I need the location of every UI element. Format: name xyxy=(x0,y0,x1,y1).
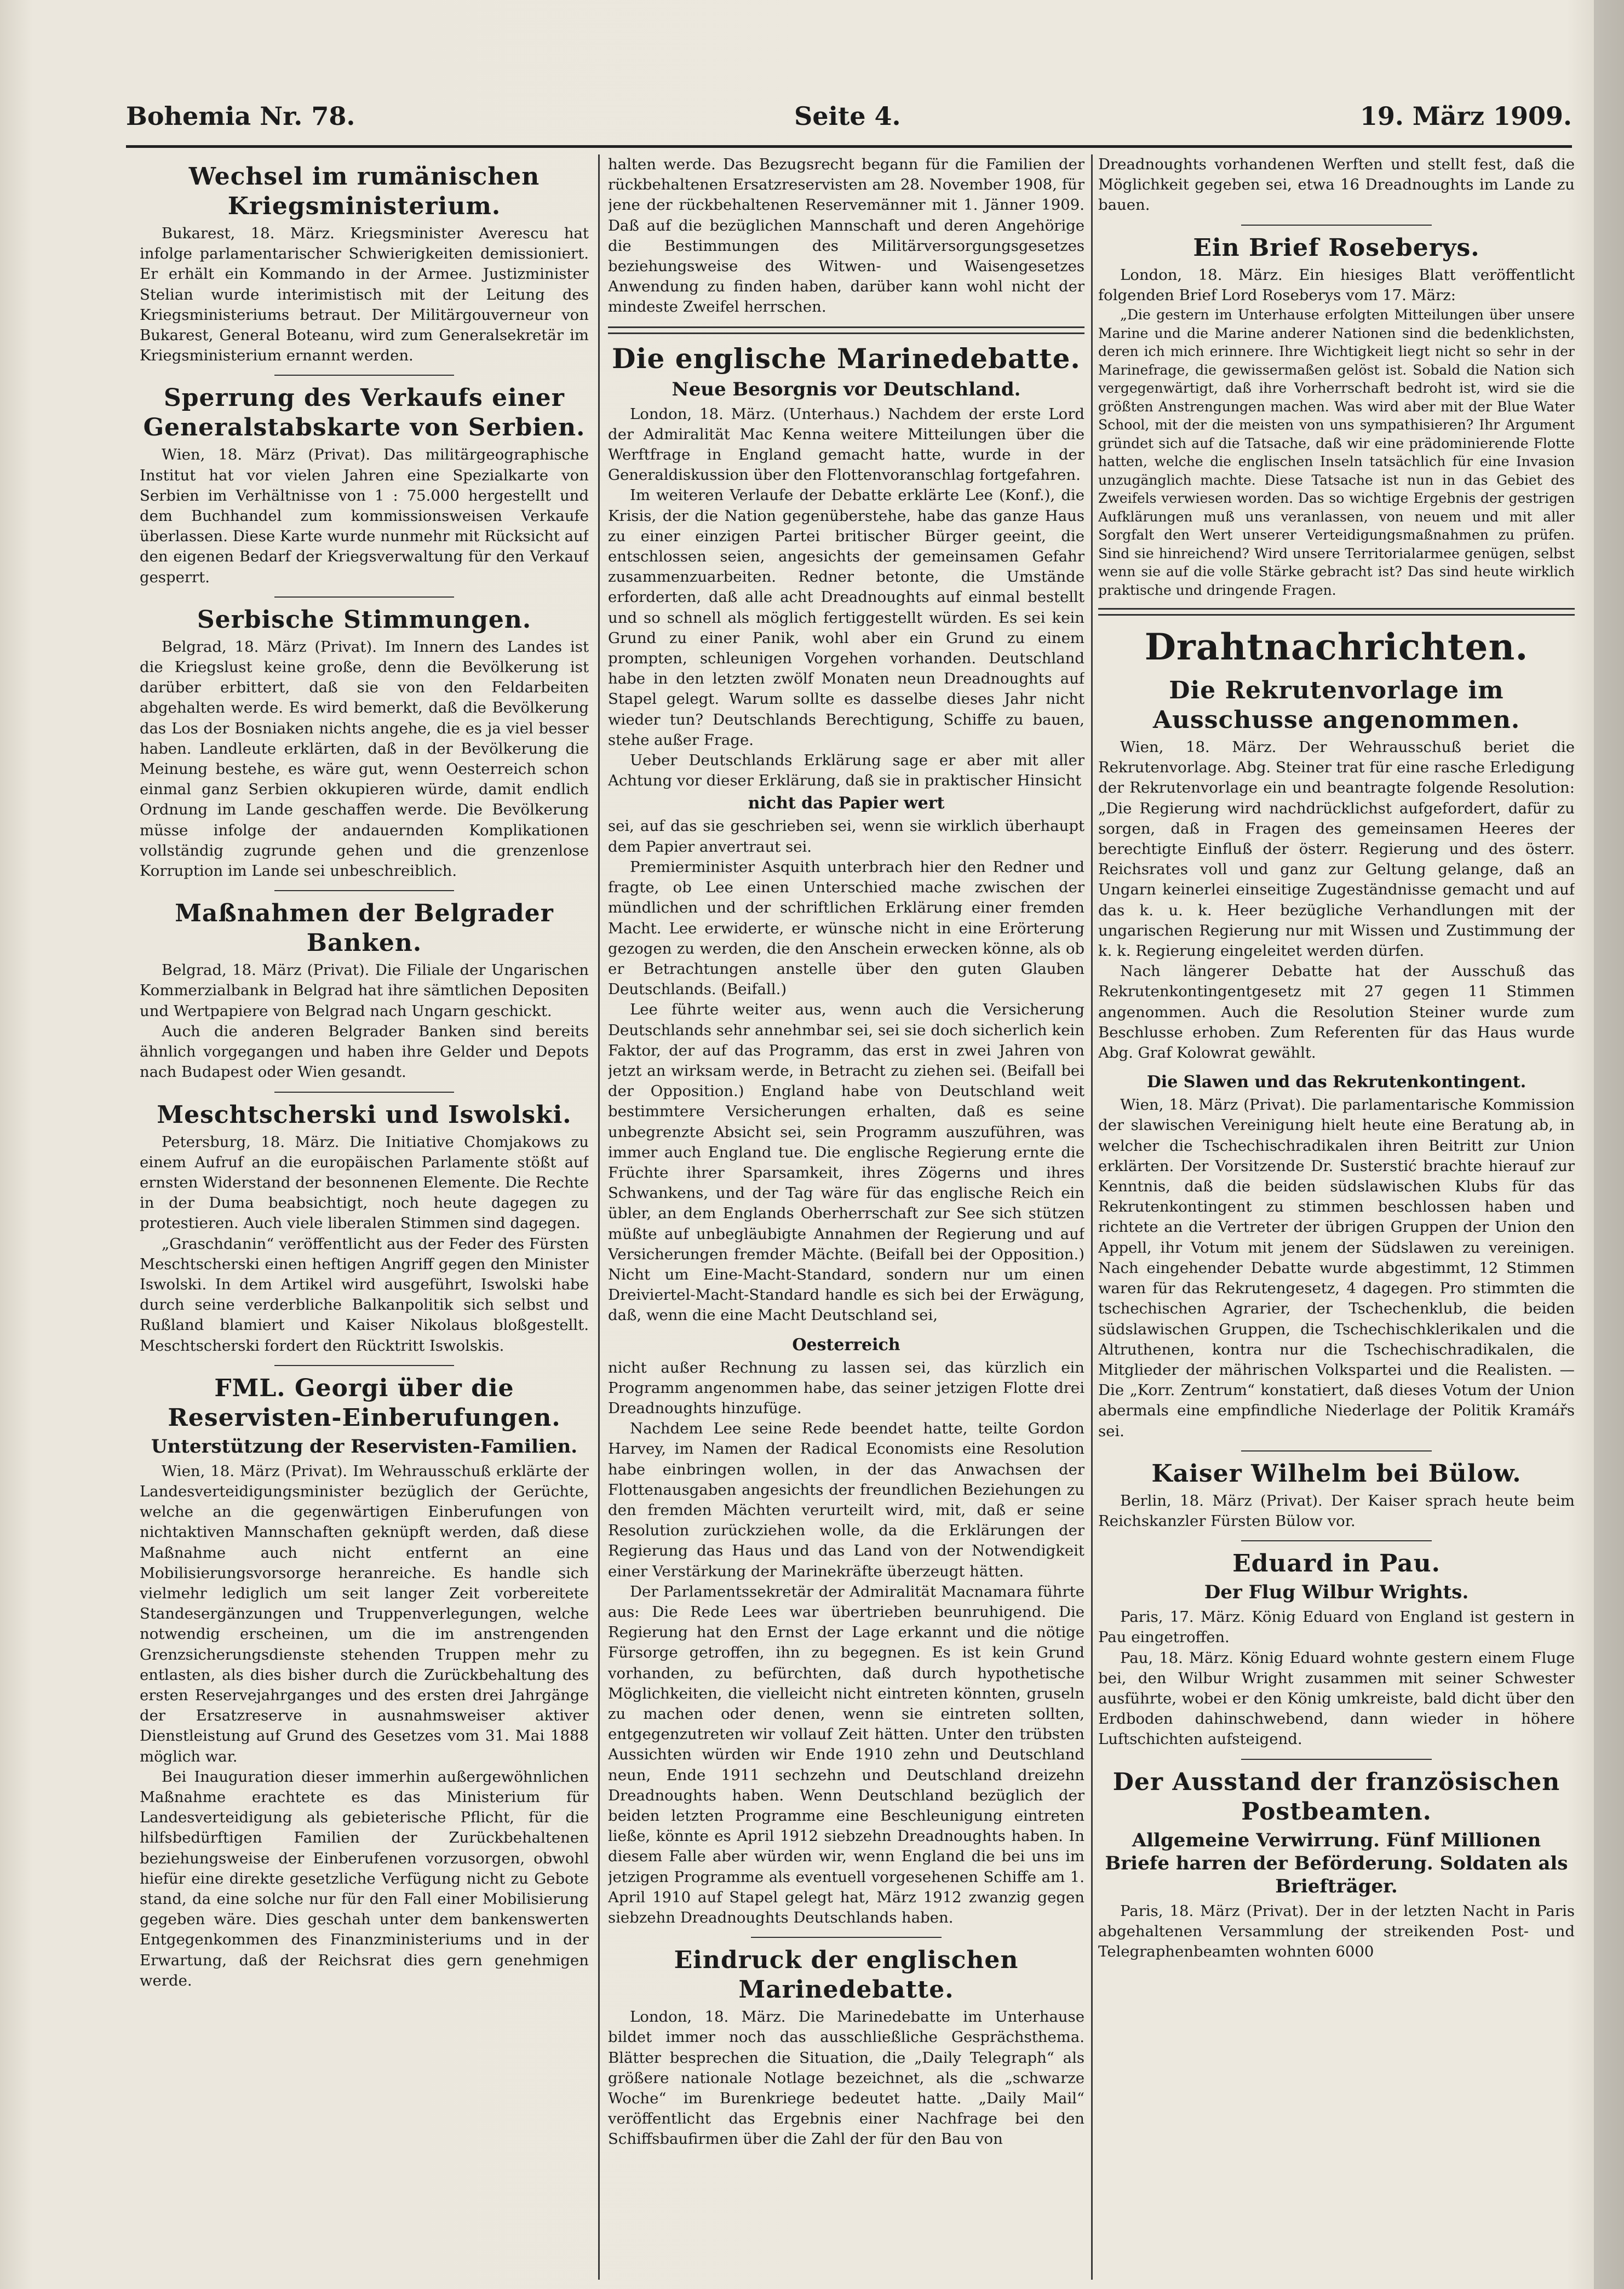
article-paragraph: nicht außer Rechnung zu lassen sei, das kürzlich ein Programm angenommen habe, das seiner jetzigen Flotte drei Dreadnoughts hinzufüge. xyxy=(608,1358,1084,1417)
article-subtitle: Der Flug Wilbur Wrights. xyxy=(1204,1581,1469,1604)
article-subtitle: Die Slawen und das Rekrutenkontingent. xyxy=(1146,1072,1527,1092)
divider xyxy=(274,1092,454,1093)
article-title: Eduard in Pau. xyxy=(1232,1550,1441,1578)
article-title: Meschtscherski und Iswolski. xyxy=(157,1100,572,1129)
article-subtitle: Neue Besorgnis vor Deutschland. xyxy=(672,378,1021,400)
article-paragraph: Berlin, 18. März (Privat). Der Kaiser sprach heute beim Reichskanzler Fürsten Bülow vor. xyxy=(1098,1491,1575,1530)
article-title: Eindruck der englischen Marinedebatte. xyxy=(674,1946,1019,2004)
article-paragraph: Ueber Deutschlands Erklärung sage er aber mit aller Achtung vor dieser Erklärung, daß sie in praktischer Hinsicht xyxy=(608,751,1084,790)
article-french-postal-strike xyxy=(1098,1768,1575,1963)
article-serbia-map xyxy=(140,383,589,587)
divider xyxy=(751,1937,942,1938)
divider xyxy=(274,1365,454,1366)
article-paragraph: „Graschdanin“ veröffentlicht aus der Feder des Fürsten Meschtscherski einen heftigen Angriff gegen den Minister Iswolski. In dem Artikel wird ausgeführt, Iswolski habe durch seine verderbliche Balkanpolitik sich selbst und Rußland blamiert und Kaiser Nikolaus bloßgestellt. Meschtscherski fordert den Rücktritt Iswolskis. xyxy=(140,1235,589,1355)
article-quote: „Die gestern im Unterhause erfolgten Mitteilungen über unsere Marine und die Marine anderer Nationen sind die bedenklichsten, deren ich mich erinnere. Ihre Wichtigkeit liegt nicht so sehr in der Marinefrage, die gewissermaßen gelöst ist. Sobald die Nation sich vergegenwärtigt, daß ihre Vorherrschaft bedroht ist, wird sie die größten Anstrengungen machen. Was wird aber mit der Blue Water School, mit der die meisten von uns sympathisieren? Ihr Argument gründet sich auf die Tatsache, daß wir eine prädominierende Flotte hatten, welche die englischen Inseln tatsächlich für eine Invasion unzugänglich machte. Diese Tatsache ist nun in das Gebiet des Zweifels verwiesen worden. Das so wichtige Ergebnis der gestrigen Aufklärungen muß uns veranlassen, von neuem und mit aller Sorgfalt den Wert unserer Verteidigungsmaßnahmen zu prüfen. Sind sie hinreichend? Wird unsere Territorialarmee genügen, selbst wenn sie auf die volle Stärke gebracht ist? Das sind heute wirklich praktische und dringende Fragen. xyxy=(1098,307,1575,598)
article-english-naval-debate xyxy=(608,342,1084,1326)
article-paragraph: sei, auf das sie geschrieben sei, wenn sie wirklich überhaupt dem Papier anvertraut sei. xyxy=(608,817,1084,856)
article-title: Serbische Stimmungen. xyxy=(197,605,532,634)
divider xyxy=(274,375,454,376)
article-subtitle: Unterstützung der Reservisten-Familien. xyxy=(151,1435,578,1458)
divider xyxy=(1241,1540,1432,1541)
article-continuation xyxy=(1098,154,1575,216)
column-1 xyxy=(140,154,589,2280)
article-paragraph: Premierminister Asquith unterbrach hier den Redner und fragte, ob Lee einen Unterschied mache zwischen der mündlichen und der schriftlichen Erklärung einer fremden Macht. Lee erwiderte, er wünsche nicht in eine Erörterung gezogen zu werden, die den Anschein erwecken könne, als ob er Betrachtungen anstelle über den guten Glauben Deutschlands. (Beifall.) xyxy=(608,858,1084,999)
article-paragraph: Nachdem Lee seine Rede beendet hatte, teilte Gordon Harvey, im Namen der Radical Economists eine Resolution habe einbringen wollen, in der das Anwachsen der Flottenausgaben angesichts der freundlichen Beziehungen zu den fremden Mächten verurteilt wird, mit, daß er seine Resolution zurückziehen wolle, da die Erklärungen der Regierung das Haus und das Land von der Notwendigkeit einer Verstärkung der Marinekräfte überzeugt hätten. xyxy=(608,1420,1084,1580)
divider xyxy=(1241,1450,1432,1452)
article-impression-debate xyxy=(608,1946,1084,2149)
divider xyxy=(1241,1759,1432,1760)
section-title: Drahtnachrichten. xyxy=(1144,626,1529,669)
column-3 xyxy=(1098,154,1575,2280)
article-title: Die Rekrutenvorlage im Ausschusse angenommen. xyxy=(1152,676,1520,735)
double-rule xyxy=(608,326,1084,334)
header-date: 19. März 1909. xyxy=(1359,101,1572,131)
article-rosebery-letter xyxy=(1098,233,1575,599)
article-paragraph: Wien, 18. März. Der Wehrausschuß beriet die Rekrutenvorlage. Abg. Steiner trat für eine rasche Erledigung der Rekrutenvorlage ein und beantragte folgende Resolution: „Die Regierung wird nachdrücklichst aufgefordert, dafür zu sorgen, daß in Fragen des gemeinsamen Heeres der berechtigte Einfluß der österr. Regierung und des österr. Reichsrates voll und ganz zur Geltung gelange, daß an Ungarn keinerlei einseitige Zugeständnisse gemacht und auf das k. u. k. Heer bezügliche Verhandlungen mit der ungarischen Regierung nur mit Wissen und Zustimmung der k. k. Regierung eingeleitet werden dürfen. xyxy=(1098,738,1575,960)
article-title: Sperrung des Verkaufs einer Generalstabskarte von Serbien. xyxy=(143,384,586,442)
article-kaiser-buelow xyxy=(1098,1459,1575,1531)
article-belgrade-banks xyxy=(140,899,589,1082)
article-subtitle: Allgemeine Verwirrung. Fünf Millionen Briefe harren der Beförderung. Soldaten als Briefträger. xyxy=(1105,1829,1568,1897)
article-title: Der Ausstand der französischen Postbeamten. xyxy=(1112,1768,1560,1826)
article-title: Wechsel im rumänischen Kriegsministerium. xyxy=(188,163,540,220)
article-georgi-reservists xyxy=(140,1374,589,1991)
divider xyxy=(274,890,454,891)
article-paragraph: Der Parlamentssekretär der Admiralität Macnamara führte aus: Die Rede Lees war übertrieben beunruhigend. Die Regierung hat den Ernst der Lage erkannt und die nötige Fürsorge getroffen, ihn zu begegnen. Es ist kein Grund vorhanden, zu befürchten, daß durch hypothetische Möglichkeiten, die vielleicht nicht eintreten könnten, gruseln zu machen oder denen, wenn sie eintreten sollten, entgegenzutreten wir vollauf Zeit hätten. Unter den trübsten Aussichten würden wir Ende 1910 zehn und Deutschland neun, Ende 1911 sechzehn und Deutschland dreizehn Dreadnoughts haben. Wenn Deutschland bezüglich der beiden letzten Programme eine Beschleunigung eintreten ließe, könnte es April 1912 siebzehn Dreadnoughts haben. In diesem Falle aber würden wir, wenn England die bei uns im jetzigen Programme als eventuell vorgesehenen Schiffe am 1. April 1910 auf Stapel gelegt hat, März 1912 zwanzig gegen siebzehn Dreadnoughts Deutschlands haben. xyxy=(608,1582,1084,1927)
article-paragraph: Im weiteren Verlaufe der Debatte erklärte Lee (Konf.), die Krisis, der die Nation gegenüberstehe, habe das ganze Haus zu einer einzigen Partei britischer Bürger geeint, die entschlossen seien, angesichts der gemeinsamen Gefahr zusammenzuarbeiten. Redner betonte, die Umstände erforderten, daß alle acht Dreadnoughts auf einmal bestellt und so schnell als möglich fertiggestellt würden. Es sei kein Grund zu einer Panik, wohl aber ein Grund zu einem prompten, schleunigen Vorgehen vorhanden. Deutschland habe in den letzten zwölf Monaten neun Dreadnoughts auf Stapel gelegt. Warum sollte es dasselbe dieses Jahr nicht wieder tun? Deutschlands Berechtigung, Schiffe zu bauen, stehe außer Frage. xyxy=(608,486,1084,749)
article-paragraph: Belgrad, 18. März (Privat). Im Innern des Landes ist die Kriegslust keine große, denn die Bevölkerung ist darüber erbittert, daß sie von den Feldarbeiten abgehalten werde. Es wird bemerkt, daß die Bevölkerung das Los der Bosniaken nichts angehe, die es ja viel besser haben. Landleute erklärten, daß in der Bevölkerung die Meinung bestehe, es wäre gut, wenn Oesterreich schon einmal ganz Serbien okkupieren würde, damit endlich Ordnung im Lande geschaffen werde. Die Bevölkerung müsse infolge der andauernden Komplikationen vollständig zugrunde gehen und die grenzenlose Korruption im Lande sei unbeschreiblich. xyxy=(140,638,589,880)
article-meschtscherski xyxy=(140,1100,589,1356)
inline-heading: Oesterreich xyxy=(792,1335,900,1355)
article-eduard-pau xyxy=(1098,1549,1575,1749)
article-slavs-contingent xyxy=(1098,1072,1575,1441)
article-paragraph: halten werde. Das Bezugsrecht begann für die Familien der rückbehaltenen Ersatzreservisten am 28. November 1908, für jene der rückbehaltenen Reservemänner mit 1. Jänner 1909. Daß auf die bezüglichen Mannschaft und deren Angehörige die Bestimmungen des Militärversorgungsgesetzes beziehungsweise des Witwen- und Waisengesetzes Anwendung zu finden haben, darüber kann wohl nicht der mindeste Zweifel herrschen. xyxy=(608,156,1084,316)
divider xyxy=(274,596,454,598)
article-paragraph: Dreadnoughts vorhandenen Werften und stellt fest, daß die Möglichkeit gegeben sei, etwa 16 Dreadnoughts im Lande zu bauen. xyxy=(1098,156,1575,214)
article-serbian-moods xyxy=(140,605,589,881)
article-paragraph: London, 18. März. Die Marinedebatte im Unterhause bildet immer noch das ausschließliche Gesprächsthema. Blätter besprechen die Situation, die „Daily Telegraph“ als größere nationale Notlage bezeichnet, als die „schwarze Woche“ im Burenkriege bedeutet hatte. „Daily Mail“ veröffentlicht das Ergebnis einer Nachfrage bei den Schiffsbaufirmen über die Zahl der für den Bau von xyxy=(608,2008,1084,2148)
scan-edge xyxy=(1594,0,1624,2289)
article-paragraph: Wien, 18. März (Privat). Das militärgeographische Institut hat vor vielen Jahren eine Spezialkarte von Serbien im Verhältnisse von 1 : 75.000 hergestellt und dem Buchhandel zum kommissionsweisen Verkaufe überlassen. Diese Karte wurde nunmehr mit Rücksicht auf den eigenen Bedarf der Kriegsverwaltung für den Verkauf gesperrt. xyxy=(140,446,589,586)
page-header xyxy=(126,101,1572,145)
article-paragraph: Nach längerer Debatte hat der Ausschuß das Rekrutenkontingentgesetz mit 27 gegen 11 Stimmen angenommen. Auch die Resolution Steiner wurde zum Beschlusse erhoben. Zum Referenten für das Haus wurde Abg. Graf Kolowrat gewählt. xyxy=(1098,962,1575,1062)
article-continuation xyxy=(608,154,1084,318)
article-paragraph: Pau, 18. März. König Eduard wohnte gestern einem Fluge bei, den Wilbur Wright zusammen mit seiner Schwester ausführte, wobei er den König umkreiste, bald dicht über den Erdboden dahinschwebend, dann wieder in höhere Luftschichten aufsteigend. xyxy=(1098,1649,1575,1748)
column-2 xyxy=(608,154,1084,2280)
double-rule xyxy=(1098,608,1575,616)
article-paragraph: Wien, 18. März (Privat). Im Wehrausschuß erklärte der Landesverteidigungsminister bezüglich der Gerüchte, welche an die gegenwärtigen Einberufungen von nichtaktiven Mannschaften geknüpft werden, daß diese Maßnahme auch nicht entfernt an eine Mobilisierungsvorsorge heranreiche. Es handle sich vielmehr lediglich um seit langer Zeit vorbereitete Standesergänzungen und Truppenverlegungen, welche notwendig erscheinen, um die im anstrengenden Grenzsicherungsdienste stehenden Truppen mehr zu entlasten, als dies bisher durch die Zurückbehaltung des ersten Reservejahrganges und des ersten drei Jahrgänge der Ersatzreserve in ausnahmsweiser aktiver Dienstleistung auf Grund des Gesetzes vom 31. Mai 1888 möglich war. xyxy=(140,1462,589,1765)
article-paragraph: Auch die anderen Belgrader Banken sind bereits ähnlich vorgegangen und haben ihre Gelder und Depots nach Budapest oder Wien gesandt. xyxy=(140,1022,589,1081)
article-title: FML. Georgi über die Reservisten-Einberufungen. xyxy=(168,1374,561,1432)
article-paragraph: Belgrad, 18. März (Privat). Die Filiale der Ungarischen Kommerzialbank in Belgrad hat ihre sämtlichen Depositen und Wertpapiere von Belgrad nach Ungarn geschickt. xyxy=(140,961,589,1020)
header-rule xyxy=(126,145,1572,148)
article-title: Kaiser Wilhelm bei Bülow. xyxy=(1151,1459,1522,1488)
article-austria-section xyxy=(608,1335,1084,1929)
article-rumanian-ministry xyxy=(140,162,589,366)
article-paragraph: Paris, 17. März. König Eduard von England ist gestern in Pau eingetroffen. xyxy=(1098,1608,1575,1647)
article-paragraph: Paris, 18. März (Privat). Der in der letzten Nacht in Paris abgehaltenen Versammlung der streikenden Post- und Telegraphenbeamten wohnten 6000 xyxy=(1098,1902,1575,1960)
header-page-number: Seite 4. xyxy=(794,101,901,131)
article-title: Maßnahmen der Belgrader Banken. xyxy=(175,899,554,957)
inline-heading: nicht das Papier wert xyxy=(748,794,945,813)
header-issue: Bohemia Nr. 78. xyxy=(126,101,355,131)
article-title: Die englische Marinedebatte. xyxy=(612,342,1081,375)
article-paragraph: Petersburg, 18. März. Die Initiative Chomjakows zu einem Aufruf an die europäischen Parlamente stößt auf ernsten Widerstand der besonnenen Elemente. Die Rechte in der Duma beabsichtigt, noch heute dagegen zu protestieren. Auch viele liberalen Stimmen sind dagegen. xyxy=(140,1133,589,1232)
article-paragraph: Wien, 18. März (Privat). Die parlamentarische Kommission der slawischen Vereinigung hielt heute eine Beratung ab, in welcher die Tschechischradikalen ihren Beitritt zur Union erklärten. Der Vorsitzende Dr. Susterstić brachte hierauf zur Kenntnis, daß die beiden südslawischen Klubs für das Rekrutenkontingent zu stimmen beschlossen haben und richtete an die Vertreter der übrigen Gruppen der Union den Appell, ihr Votum mit jenem der Südslawen zu vereinigen. Nach eingehender Debatte wurde abgestimmt, 12 Stimmen waren für das Rekrutengesetz, 4 dagegen. Pro stimmten die tschechischen Agrarier, der Tschechenklub, die beiden südslawischen Gruppen, die Tschechischklerikalen und die Altruthenen, kontra nur die Tschechischradikalen, die Mitglieder der mährischen Volkspartei und die Realisten. — Die „Korr. Zentrum“ konstatiert, daß dieses Votum der Union abermals eine empfindliche Niederlage der Politik Kramářs sei. xyxy=(1098,1096,1575,1440)
article-paragraph: Bukarest, 18. März. Kriegsminister Averescu hat infolge parlamentarischer Schwierigkeiten demissioniert. Er erhält ein Kommando in der Armee. Justizminister Stelian wurde interimistisch mit der Leitung des Kriegsministeriums betraut. Der Militärgouverneur von Bukarest, General Boteanu, wird zum Generalsekretär im Kriegsministerium ernannt werden. xyxy=(140,225,589,365)
column-rule xyxy=(1091,154,1093,2280)
divider xyxy=(1241,225,1432,226)
article-paragraph: London, 18. März. (Unterhaus.) Nachdem der erste Lord der Admiralität Mac Kenna weitere Mitteilungen über die Werftfrage in England gemacht hatte, wurde in der Generaldiskussion über den Flottenvoranschlag fortgefahren. xyxy=(608,405,1084,484)
column-rule xyxy=(598,154,600,2280)
article-paragraph: London, 18. März. Ein hiesiges Blatt veröffentlicht folgenden Brief Lord Roseberys vom 17. März: xyxy=(1098,266,1575,304)
article-title: Ein Brief Roseberys. xyxy=(1193,233,1480,262)
article-paragraph: Bei Inauguration dieser immerhin außergewöhnlichen Maßnahme erachtete es das Ministerium für Landesverteidigung als gebieterische Pflicht, für die hilfsbedürftigen Familien der Zurückbehaltenen beziehungsweise der Einberufenen vorzusorgen, obwohl hiefür eine direkte gesetzliche Verfügung nicht zu Gebote stand, da eine solche nur für den Fall einer Mobilisierung gegeben wäre. Dies geschah unter dem bankenswerten Entgegenkommen des Finanzministeriums und in der Erwartung, daß der Reichsrat dies gern genehmigen werde. xyxy=(140,1768,589,1989)
article-paragraph: Lee führte weiter aus, wenn auch die Versicherung Deutschlands sehr annehmbar sei, sei sie doch sicherlich kein Faktor, der auf das Programm, das erst in zwei Jahren von jetzt an wirksam werde, in Betracht zu ziehen sei. (Beifall bei der Opposition.) England habe von Deutschland weit bestimmtere Versicherungen erhalten, daß es seine unbegrenzte Absicht sei, sein Programm auszuführen, was immer auch England tue. Die englische Regierung ernte die Früchte ihrer Sparsamkeit, ihres Zögerns und ihres Schwankens, und der Tag wäre für das englische Reich ein übler, an dem Englands Oberherrschaft zur See sich stützen müßte auf unbegläubigte Annahmen der Regierung und auf Versicherungen fremder Mächte. (Beifall bei der Opposition.) Nicht um Eine-Macht-Standard, sondern nur um einen Dreiviertel-Macht-Standard handle es sich bei der Erwägung, daß, wenn die eine Macht Deutschland sei, xyxy=(608,1001,1084,1324)
section-wire-news xyxy=(1098,626,1575,1063)
